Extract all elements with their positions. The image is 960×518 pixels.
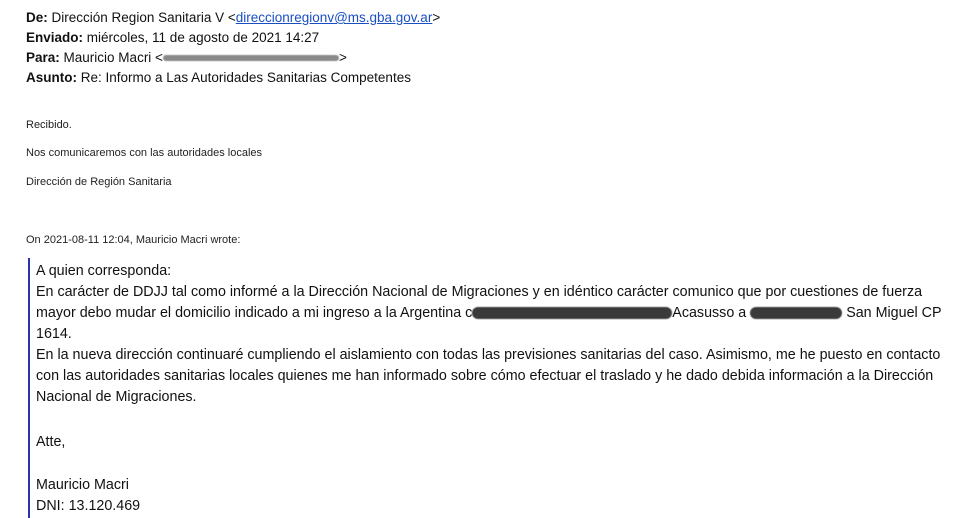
address-redaction-2 [750, 307, 842, 319]
sent-label: Enviado: [26, 30, 84, 45]
signature-name: Mauricio Macri [36, 477, 129, 493]
from-name: Dirección Region Sanitaria V < [51, 10, 236, 25]
quote-greeting: A quien corresponda: [36, 263, 172, 279]
to-name: Mauricio Macri < [63, 50, 163, 65]
quote-p1-line1: En carácter de DDJJ tal como informé a la Dirección Nacional de Migraciones y en idéntico carácter comunico que por cuestiones de fuerza [36, 284, 923, 300]
from-line [26, 10, 440, 26]
signature-dni: DNI: 13.120.469 [36, 498, 141, 514]
quote-bar [28, 258, 30, 518]
subject-value: Re: Informo a Las Autoridades Sanitarias Competentes [80, 70, 411, 85]
quote-p1-line2c: San Miguel CP [846, 305, 942, 321]
address-redaction-1 [472, 307, 672, 319]
subject-label: Asunto: [26, 70, 77, 85]
quote-p1-line3: 1614. [36, 326, 72, 342]
quote-p1-line2b: Acasusso a [672, 305, 747, 321]
to-email-redaction [163, 55, 339, 61]
sent-line [26, 30, 319, 46]
reply-line-1: Recibido. [26, 119, 72, 131]
reply-line-2: Nos comunicaremos con las autoridades locales [26, 147, 263, 159]
from-label: De: [26, 10, 48, 25]
to-line [26, 50, 347, 66]
quote-intro: On 2021-08-11 12:04, Mauricio Macri wrote: [26, 234, 241, 246]
from-email-link[interactable]: direccionregionv@ms.gba.gov.ar [235, 10, 433, 25]
reply-line-3: Dirección de Región Sanitaria [26, 176, 172, 188]
to-close: > [338, 50, 347, 65]
to-label: Para: [26, 50, 60, 65]
subject-line [26, 70, 411, 86]
quote-p2-line2: con las autoridades sanitarias locales quienes me han informado sobre cómo efectuar el traslado y he dado debida información a la Dirección [36, 368, 934, 384]
quote-p1-line2a: mayor debo mudar el domicilio indicado a mi ingreso a la Argentina c [36, 305, 473, 321]
quote-p2-line1: En la nueva dirección continuaré cumpliendo el aislamiento con todas las previsiones sanitarias del caso. Asimismo, me he puesto en contacto [36, 347, 941, 363]
sent-value: miércoles, 11 de agosto de 2021 14:27 [86, 30, 320, 45]
quote-p2-line3: Nacional de Migraciones. [36, 389, 197, 405]
from-close: > [432, 10, 441, 25]
quote-p1-line2 [36, 303, 942, 324]
quote-closing: Atte, [36, 434, 66, 450]
